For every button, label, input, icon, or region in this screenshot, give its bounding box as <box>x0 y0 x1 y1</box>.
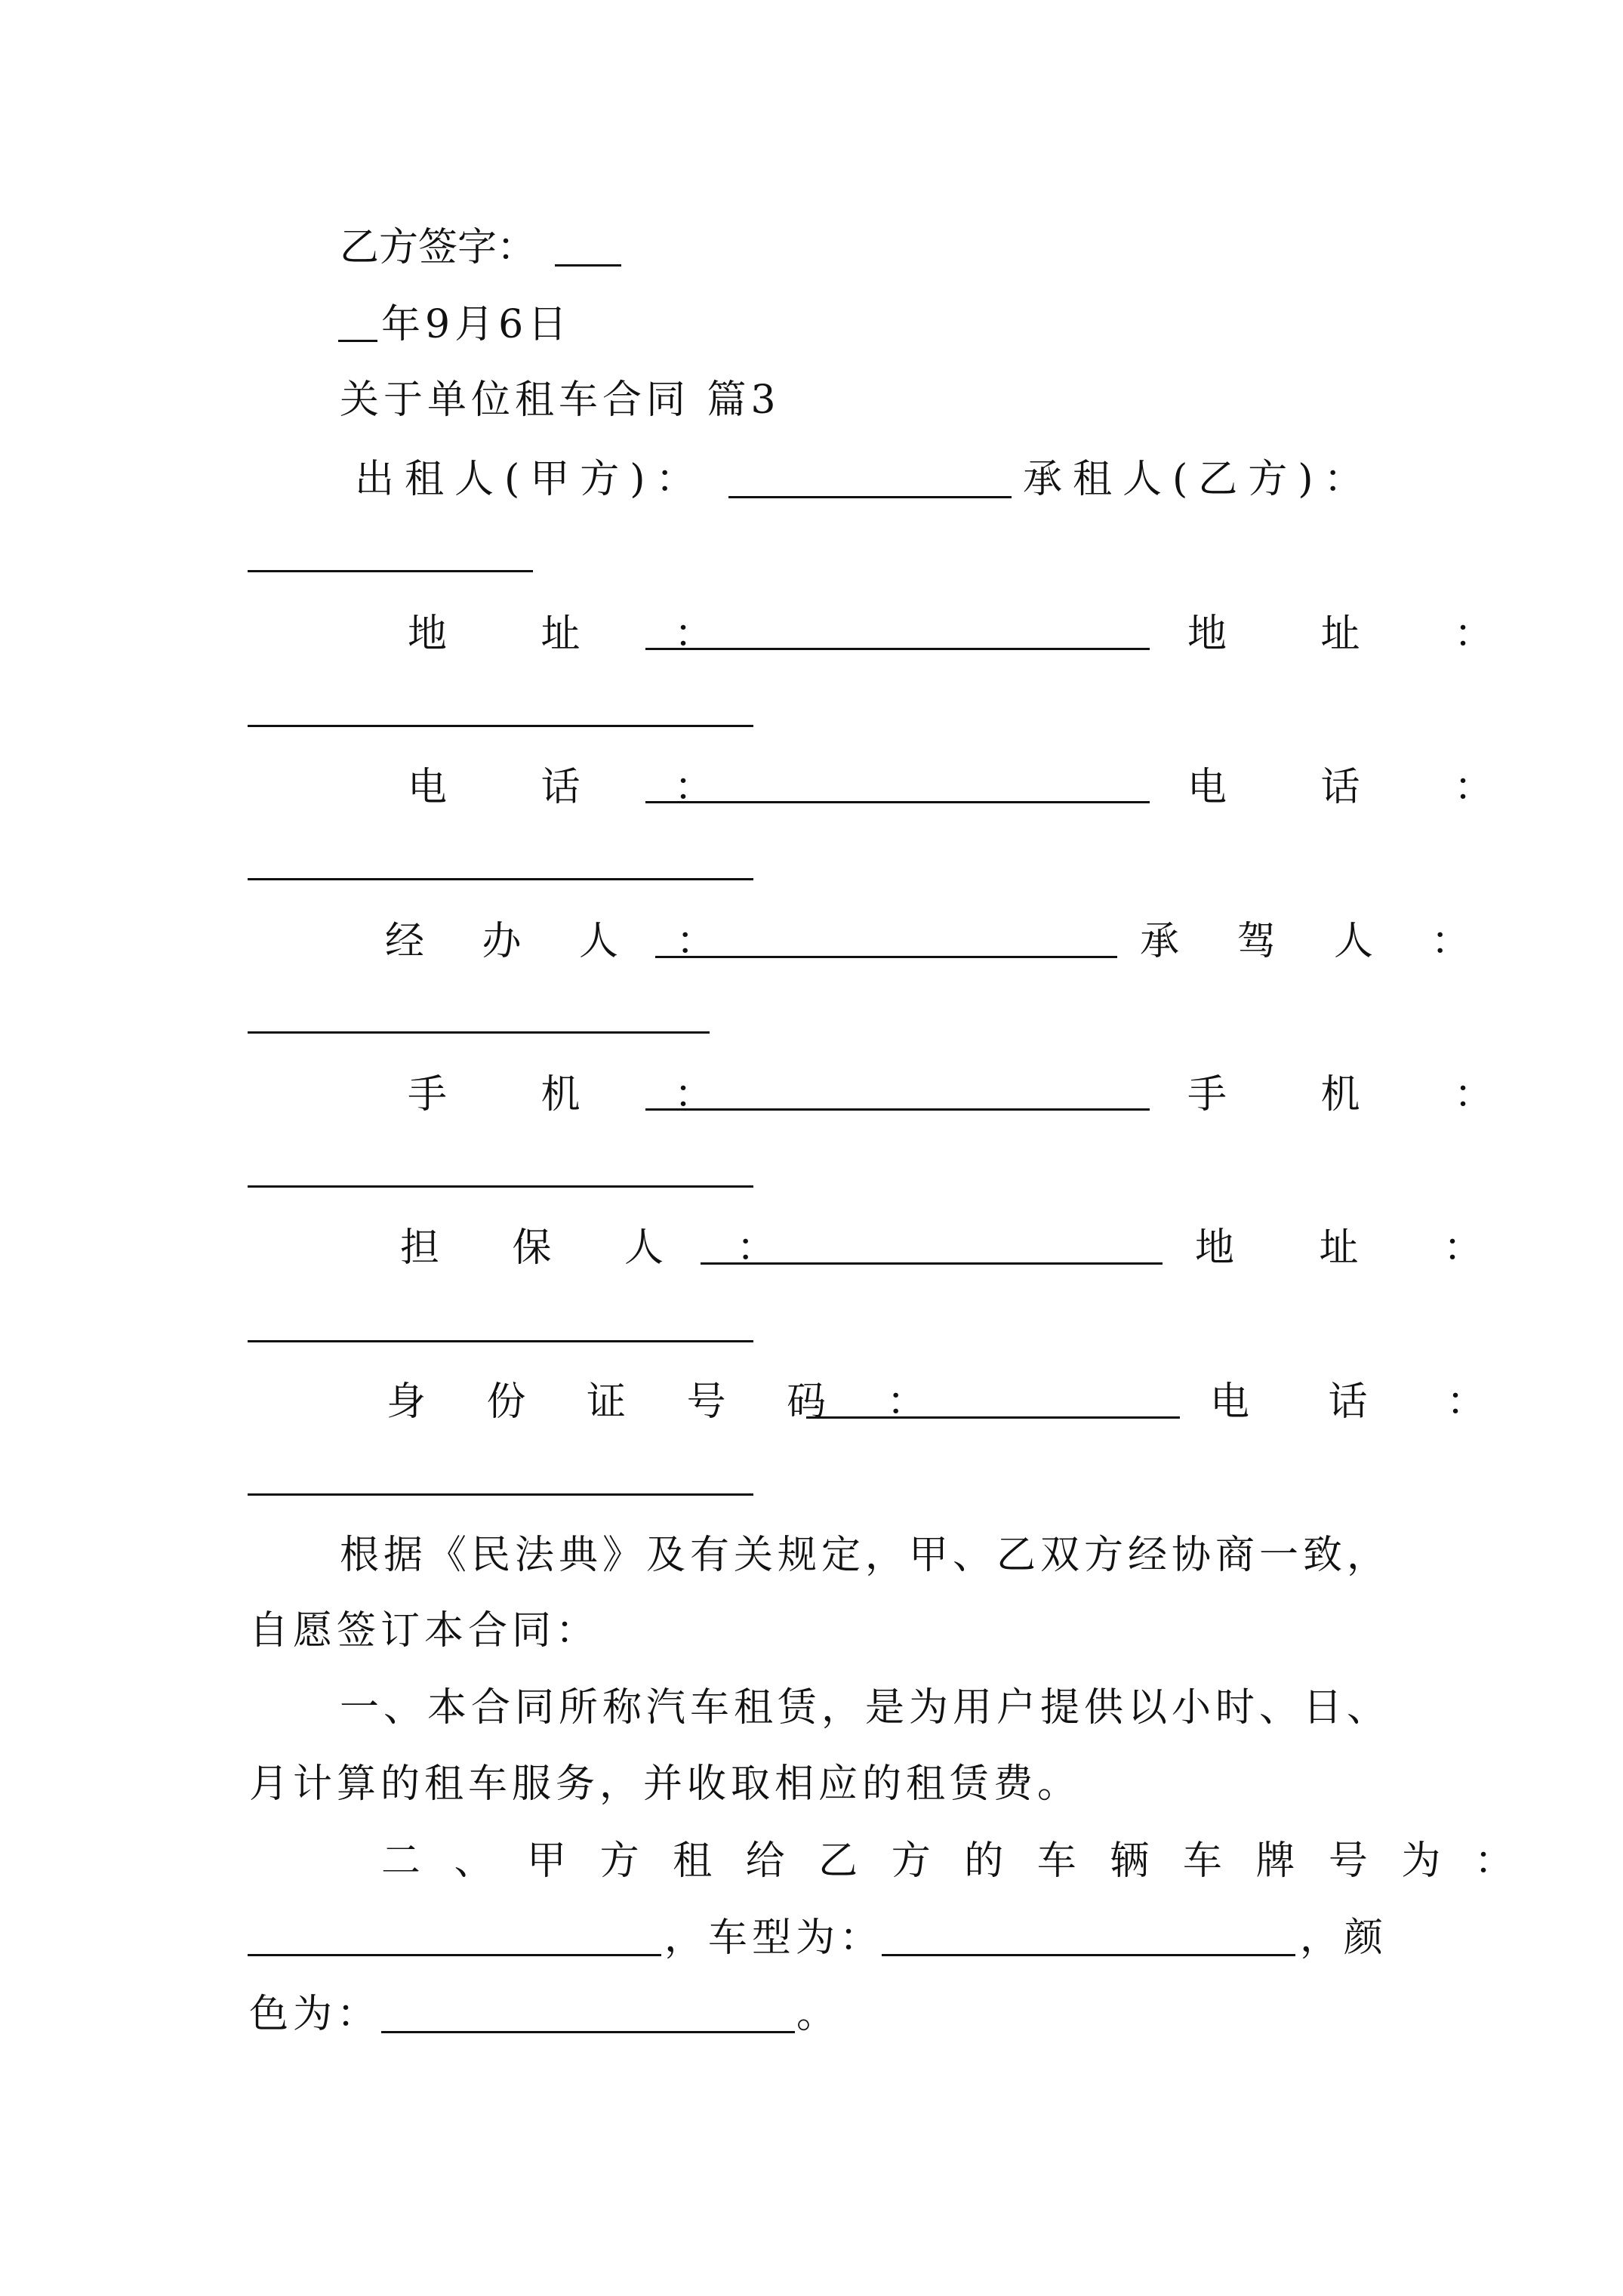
field-mobile-right-blank[interactable] <box>248 1185 753 1188</box>
field-address-right-blank[interactable] <box>248 725 753 727</box>
plate-blank[interactable] <box>248 1954 661 1956</box>
lessee-label: 承租人(乙方)： <box>1023 457 1374 502</box>
lessee-blank[interactable] <box>248 570 533 572</box>
field-guarantor-label: 担 保 人 ： <box>400 1225 806 1271</box>
field-id-blank[interactable] <box>806 1416 1180 1419</box>
field-driver-blank[interactable] <box>248 1031 710 1034</box>
field-id-label: 身 份 证 号 码 ： <box>387 1379 950 1425</box>
field-mobile-blank[interactable] <box>645 1108 1150 1111</box>
field-address-blank[interactable] <box>645 648 1150 650</box>
field-phone-label: 电 话 ： <box>408 765 755 810</box>
intro-line-1: 根据《民法典》及有关规定，甲、乙双方经协商一致， <box>340 1533 1391 1578</box>
year-blank[interactable] <box>338 340 377 342</box>
field-guarantor-blank[interactable] <box>701 1262 1163 1265</box>
signature-label: 乙方签字： <box>340 225 537 270</box>
clause2-comma: ，颜 <box>1300 1915 1388 1961</box>
field-mobile-right-label: 手 机 ： <box>1187 1072 1535 1117</box>
field-guarantor-address-label: 地 址 ： <box>1195 1225 1520 1271</box>
section-heading: 关于单位租车合同 篇3 <box>340 378 781 423</box>
model-blank[interactable] <box>882 1954 1295 1956</box>
field-address-right-label: 地 址 ： <box>1187 612 1535 657</box>
lessor-label: 出租人(甲方)： <box>355 457 706 502</box>
field-phone-right-blank[interactable] <box>248 878 753 880</box>
field-driver-label: 承 驾 人 ： <box>1140 919 1493 964</box>
field-phone-blank[interactable] <box>645 801 1150 803</box>
clause2-model-label: ，车型为： <box>664 1915 884 1961</box>
clause1-line-2: 月计算的租车服务，并收取相应的租赁费。 <box>249 1761 1082 1807</box>
field-handler-blank[interactable] <box>655 956 1117 958</box>
field-phone-right-label: 电 话 ： <box>1187 765 1535 810</box>
field-address-label: 地 址 ： <box>408 612 755 657</box>
clause1-line-1: 一、本合同所称汽车租赁，是为用户提供以小时、日、 <box>340 1685 1391 1730</box>
lessor-blank[interactable] <box>728 496 1012 498</box>
clause2-line-1: 二 、 甲 方 租 给 乙 方 的 车 辆 车 牌 号 为 ： <box>381 1838 1524 1884</box>
field-id-phone-blank[interactable] <box>248 1493 753 1496</box>
clause2-color-label: 色为： <box>249 1992 381 2037</box>
field-guarantor-address-blank[interactable] <box>248 1340 753 1342</box>
field-handler-label: 经 办 人 ： <box>385 919 738 964</box>
signature-blank[interactable] <box>555 264 621 267</box>
date-text: 年9月6日 <box>381 302 572 347</box>
field-id-phone-label: 电 话 ： <box>1210 1379 1520 1425</box>
intro-line-2: 自愿签订本合同： <box>249 1608 600 1653</box>
clause2-end: 。 <box>796 1992 836 2037</box>
color-blank[interactable] <box>381 2031 795 2033</box>
field-mobile-label: 手 机 ： <box>408 1072 755 1117</box>
